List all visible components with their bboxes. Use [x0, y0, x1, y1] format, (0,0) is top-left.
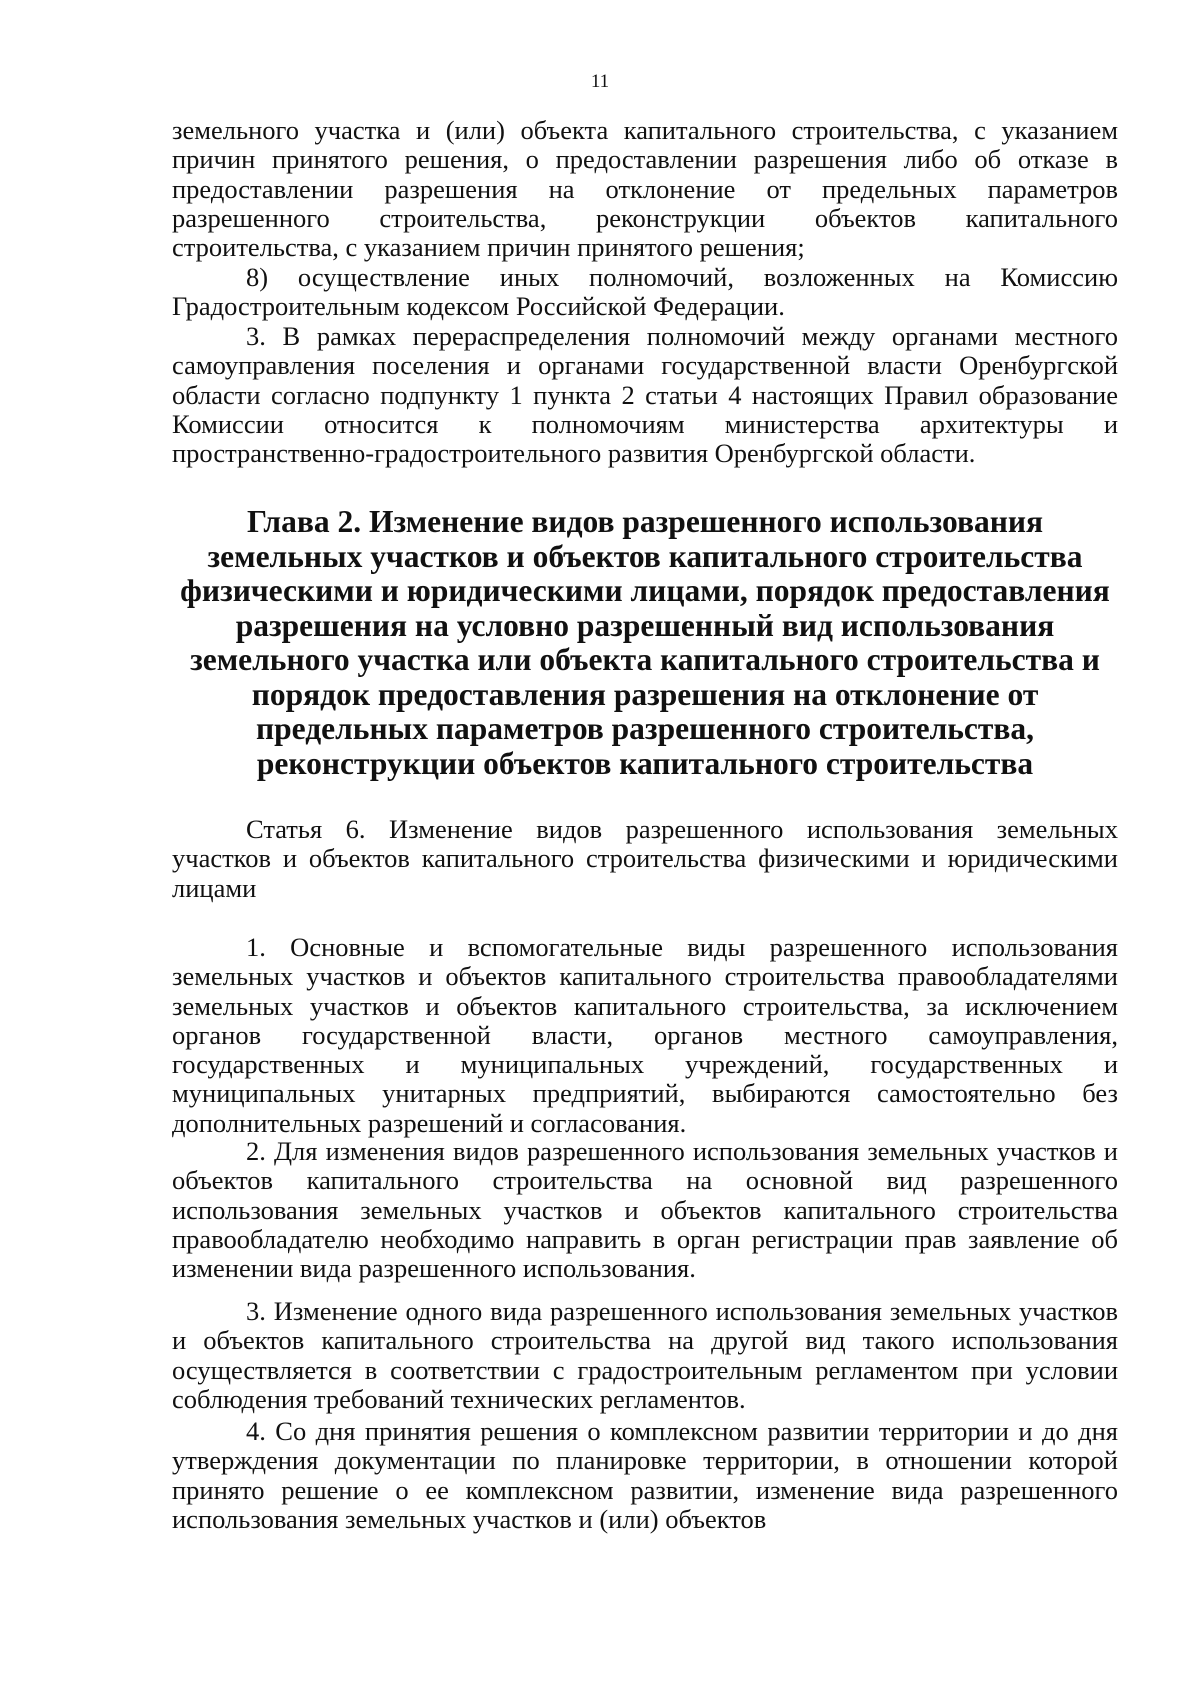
- article-paragraph-3: 3. Изменение одного вида разрешенного использования земельных участков и объектов капитального строительства на другой вид такого использования осуществляется в соответствии с градостроительным регламентом при условии соблюдения требований технических регламентов.: [172, 1296, 1118, 1414]
- intro-paragraph-continuation: земельного участка и (или) объекта капитального строительства, с указанием причин принятого решения, о предоставлении разрешения либо об отказе в предоставлении разрешения на отклонение от предельных параметров разрешенного строительства, реконструкции объектов капитального строительства, с указанием причин принятого решения;: [172, 115, 1118, 263]
- article-paragraph-2: 2. Для изменения видов разрешенного использования земельных участков и объектов капитального строительства на основной вид разрешенного использования земельных участков и объектов капитального строительства правообладателю необходимо направить в орган регистрации прав заявление об изменении вида разрешенного использования.: [172, 1136, 1118, 1284]
- page-number: 11: [590, 71, 610, 92]
- article-paragraph-4: 4. Со дня принятия решения о комплексном развитии территории и до дня утверждения документации по планировке территории, в отношении которой принято решение о ее комплексном развитии, изменение вида разрешенного использования земельных участков и (или) объектов: [172, 1416, 1118, 1534]
- chapter-title: Глава 2. Изменение видов разрешенного использования земельных участков и объектов капитального строительства физическими и юридическими лицами, порядок предоставления разрешения на условно разрешенный вид использования земельного участка или объекта капитального строительства и порядок предоставления разрешения на отклонение от предельных параметров разрешенного строительства, реконструкции объектов капитального строительства: [180, 504, 1110, 781]
- intro-paragraph-item-8: 8) осуществление иных полномочий, возложенных на Комиссию Градостроительным кодексом Российской Федерации.: [172, 262, 1118, 322]
- intro-paragraph-item-3: 3. В рамках перераспределения полномочий между органами местного самоуправления поселения и органами государственной власти Оренбургской области согласно подпункту 1 пункта 2 статьи 4 настоящих Правил образование Комиссии относится к полномочиям министерства архитектуры и пространственно-градостроительного развития Оренбургской области.: [172, 321, 1118, 469]
- article-paragraph-1: 1. Основные и вспомогательные виды разрешенного использования земельных участков и объектов капитального строительства правообладателями земельных участков и объектов капитального строительства, за исключением органов государственной власти, органов местного самоуправления, государственных и муниципальных учреждений, государственных и муниципальных унитарных предприятий, выбираются самостоятельно без дополнительных разрешений и согласования.: [172, 932, 1118, 1138]
- article-title: Статья 6. Изменение видов разрешенного использования земельных участков и объектов капитального строительства физическими и юридическими лицами: [172, 814, 1118, 903]
